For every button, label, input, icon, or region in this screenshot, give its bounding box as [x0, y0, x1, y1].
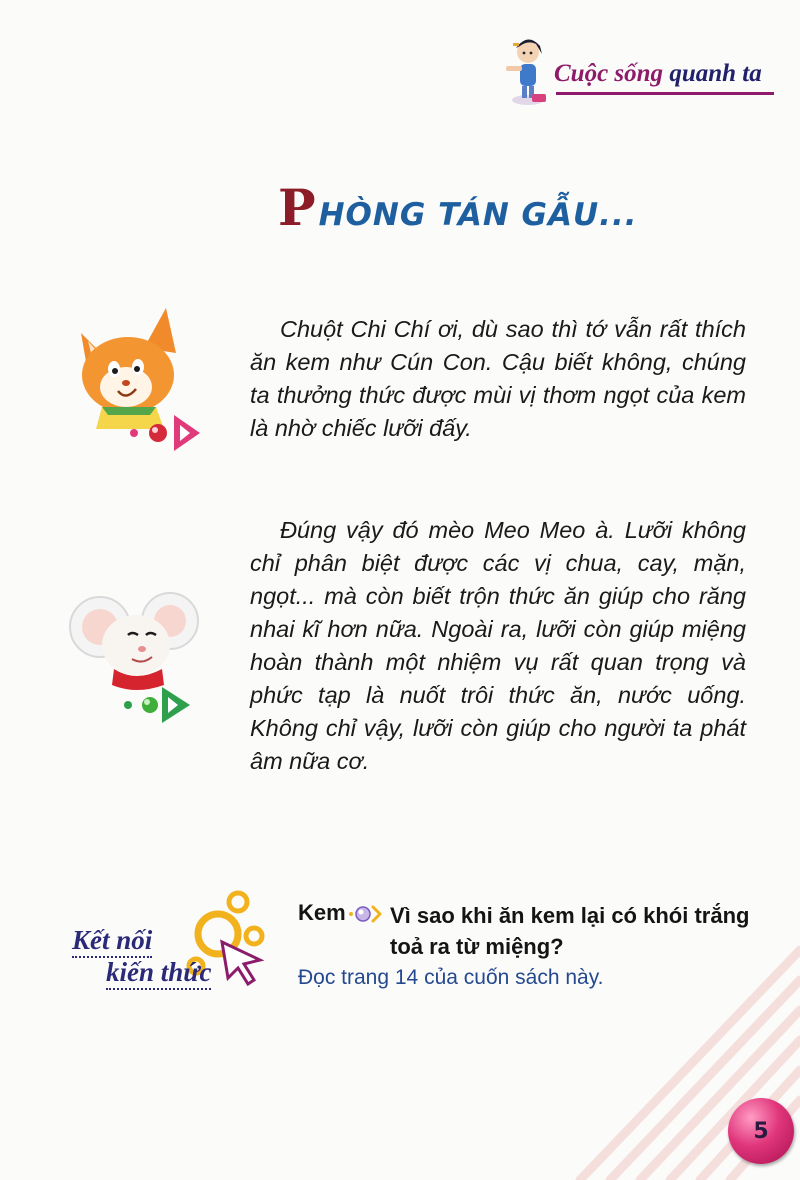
topic-label: Kem [298, 900, 346, 925]
girl-mascot-icon [498, 30, 558, 110]
page-reference-link[interactable]: Đọc trang 14 của cuốn sách này. [298, 966, 604, 989]
section-header-part2: quanh ta [669, 60, 762, 87]
dialogue-cat-text: Chuột Chi Chí ơi, dù sao thì tớ vẫn rất thích ăn kem như Cún Con. Cậu biết không, chúng ta thưởng thức được mùi vị thơm ngọt của kem là nhờ chiếc lưỡi đấy. [250, 316, 746, 441]
page-title [278, 178, 638, 237]
header-underline [556, 92, 774, 95]
section-header-part1: Cuộc sống [554, 60, 664, 87]
arrow-right-icon [346, 902, 382, 926]
mouse-character-icon [66, 583, 206, 743]
page-number: 5 [753, 1118, 769, 1144]
section-header-title [554, 60, 762, 88]
knowledge-link-label-line1: Kết nối [72, 925, 152, 958]
knowledge-link-label-line2: kiến thức [106, 957, 211, 990]
page-title-drop-letter: P [278, 178, 317, 237]
cat-character-icon [66, 303, 206, 468]
dialogue-mouse-text: Đúng vậy đó mèo Meo Meo à. Lưỡi không chỉ phân biệt được các vị chua, cay, mặn, ngọt... mà còn biết trộn thức ăn giúp cho răng nhai kĩ hơn nữa. Ngoài ra, lưỡi còn giúp miệng hoàn thành một nhiệm vụ rất quan trọng và phức tạp là nuốt trôi thức ăn, nước uống. Không chỉ vậy, lưỡi còn giúp cho người ta phát âm nữa cơ. [250, 517, 746, 774]
page-number-badge [728, 1098, 794, 1164]
page-title-rest: HÒNG TÁN GẪU... [318, 197, 638, 233]
knowledge-question: Vì sao khi ăn kem lại có khói trắng toả ra từ miệng? [390, 903, 750, 959]
